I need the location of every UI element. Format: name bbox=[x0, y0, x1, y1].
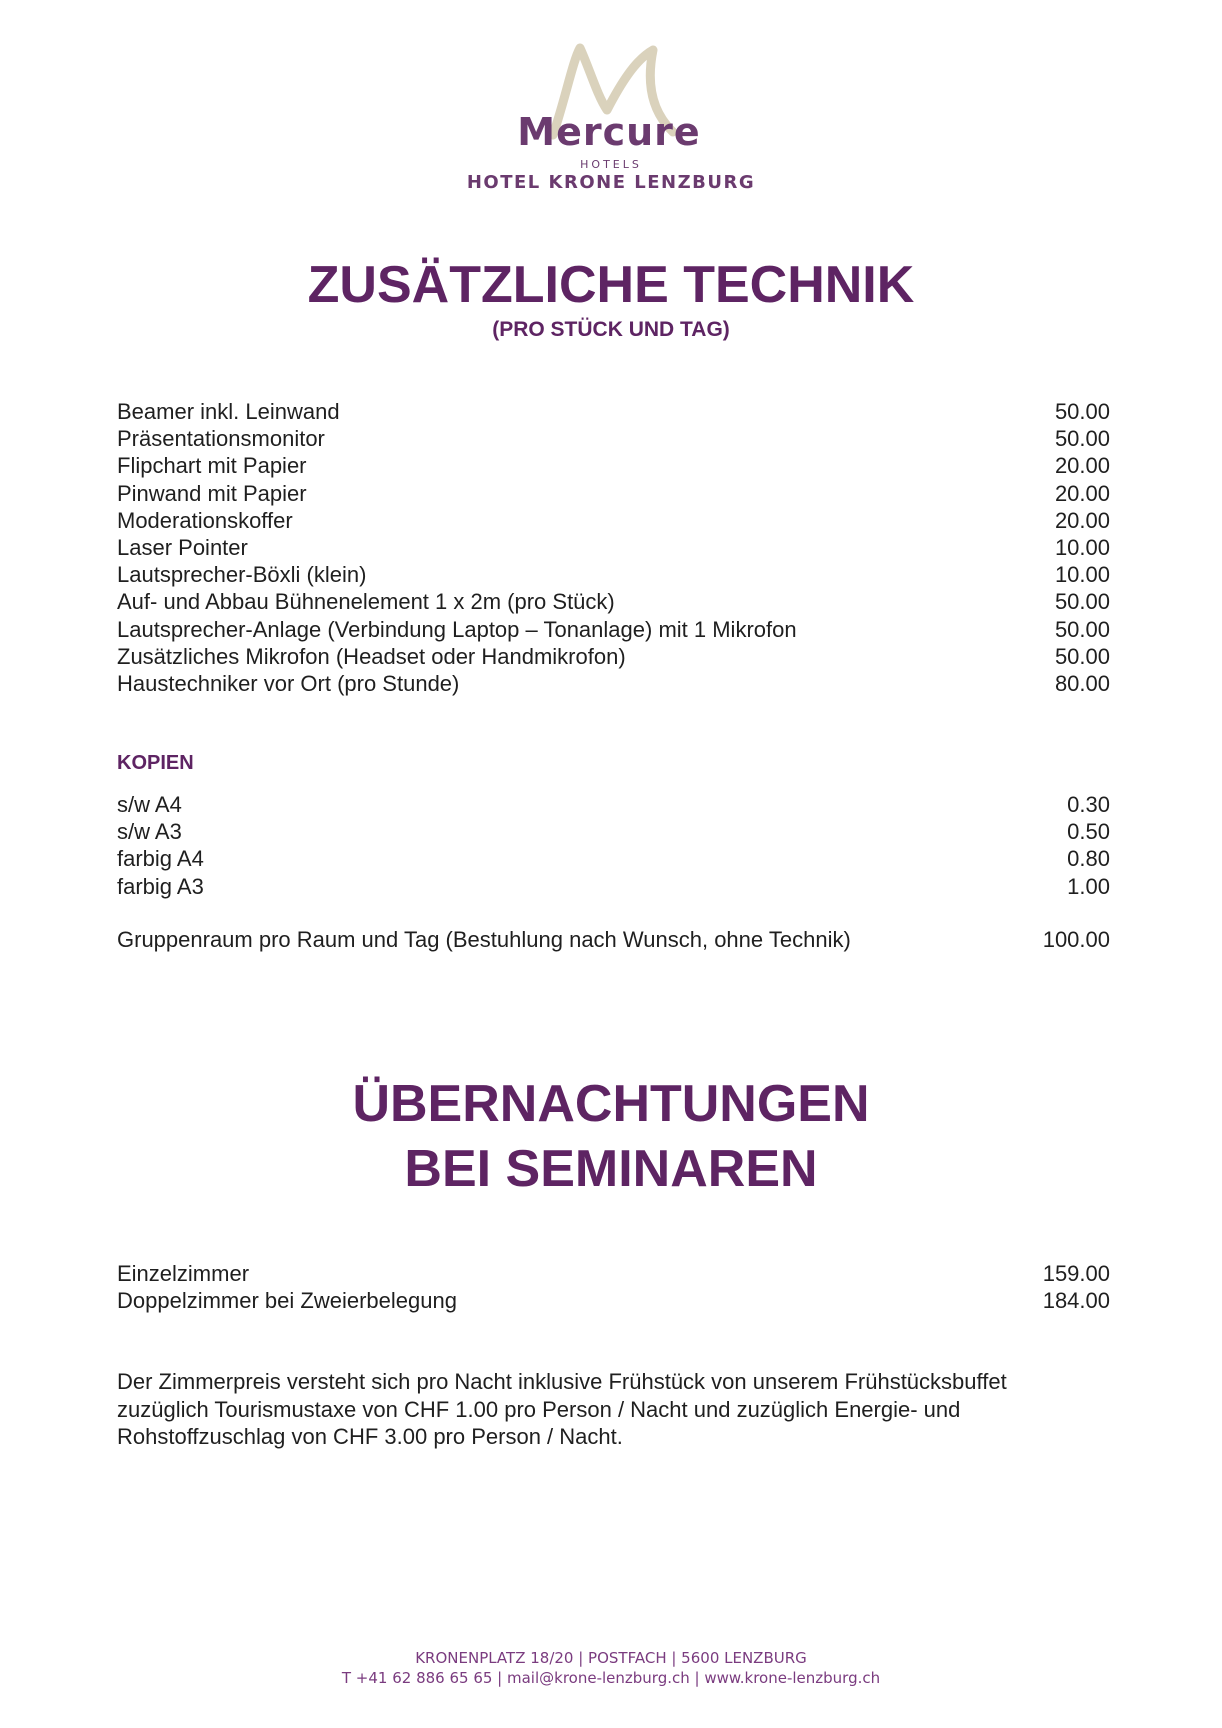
list-item bbox=[117, 643, 1110, 670]
item-price: 50.00 bbox=[1054, 643, 1110, 669]
item-price: 159.00 bbox=[1042, 1261, 1110, 1286]
list-item bbox=[117, 873, 1110, 900]
item-price: 80.00 bbox=[1054, 670, 1110, 696]
item-label: Haustechniker vor Ort (pro Stunde) bbox=[117, 670, 460, 696]
list-item bbox=[117, 480, 1110, 507]
list-item bbox=[117, 534, 1110, 561]
list-item bbox=[117, 1260, 1110, 1287]
technik-subtitle: (PRO STÜCK UND TAG) bbox=[492, 318, 730, 341]
list-item bbox=[117, 791, 1110, 818]
item-label: Doppelzimmer bei Zweierbelegung bbox=[117, 1288, 457, 1314]
item-label: Zusätzliches Mikrofon (Headset oder Handmikrofon) bbox=[117, 643, 626, 669]
brand-subtitle: HOTELS bbox=[580, 158, 642, 171]
uebernachtungen-title-line1: ÜBERNACHTUNGEN bbox=[352, 1075, 870, 1133]
item-label: Laser Pointer bbox=[117, 534, 248, 560]
item-price: 10.00 bbox=[1054, 534, 1110, 560]
item-label: s/w A3 bbox=[117, 819, 182, 845]
list-item bbox=[117, 425, 1110, 452]
list-item bbox=[117, 507, 1110, 534]
item-price: 20.00 bbox=[1054, 507, 1110, 533]
item-label: Lautsprecher-Böxli (klein) bbox=[117, 562, 367, 588]
technik-title: ZUSÄTZLICHE TECHNIK bbox=[307, 256, 915, 314]
item-label: Flipchart mit Papier bbox=[117, 453, 307, 479]
list-item bbox=[117, 452, 1110, 479]
item-price: 0.50 bbox=[1067, 819, 1110, 845]
uebernachtungen-title-line2: BEI SEMINAREN bbox=[404, 1140, 818, 1198]
kopien-heading: KOPIEN bbox=[117, 752, 194, 774]
footer-address: KRONENPLATZ 18/20 | POSTFACH | 5600 LENZBURG bbox=[415, 1649, 807, 1667]
item-label: Auf- und Abbau Bühnenelement 1 x 2m (pro Stück) bbox=[117, 589, 615, 615]
list-item bbox=[117, 398, 1110, 425]
item-price: 20.00 bbox=[1054, 453, 1110, 479]
item-price: 1.00 bbox=[1067, 873, 1110, 899]
list-item bbox=[117, 818, 1110, 845]
list-item bbox=[117, 588, 1110, 615]
item-label: Präsentationsmonitor bbox=[117, 426, 325, 452]
item-price: 0.30 bbox=[1067, 792, 1110, 817]
list-item bbox=[117, 845, 1110, 872]
item-price: 50.00 bbox=[1054, 589, 1110, 615]
item-label: farbig A3 bbox=[117, 873, 204, 899]
item-label: Einzelzimmer bbox=[117, 1261, 250, 1286]
item-price: 20.00 bbox=[1054, 480, 1110, 506]
item-label: Lautsprecher-Anlage (Verbindung Laptop – Tonanlage) mit 1 Mikrofon bbox=[117, 616, 797, 642]
brand-wordmark: Mercure bbox=[517, 110, 701, 154]
item-label: s/w A4 bbox=[117, 792, 182, 817]
hotel-name: HOTEL KRONE LENZBURG bbox=[466, 172, 756, 193]
item-price: 50.00 bbox=[1054, 426, 1110, 452]
item-label: Beamer inkl. Leinwand bbox=[117, 399, 340, 424]
list-item bbox=[117, 1287, 1110, 1314]
gruppenraum-row bbox=[117, 926, 1110, 953]
kopien-price-list bbox=[117, 791, 1110, 900]
list-item bbox=[117, 670, 1110, 697]
technik-price-list bbox=[117, 398, 1110, 697]
item-label: farbig A4 bbox=[117, 846, 204, 872]
item-price: 10.00 bbox=[1054, 562, 1110, 588]
mercure-logo bbox=[0, 40, 1222, 171]
item-label: Gruppenraum pro Raum und Tag (Bestuhlung nach Wunsch, ohne Technik) bbox=[117, 927, 851, 952]
list-item bbox=[117, 616, 1110, 643]
list-item bbox=[117, 926, 1110, 953]
room-price-note: Der Zimmerpreis versteht sich pro Nacht inklusive Frühstück von unserem Frühstücksbuffet zuzüglich Tourismustaxe von CHF 1.00 pro Person / Nacht und zuzüglich Energie- und Rohstoffzuschlag von CHF 3.00 pro Person / Nacht. bbox=[117, 1369, 1007, 1449]
item-price: 0.80 bbox=[1067, 846, 1110, 872]
item-label: Pinwand mit Papier bbox=[117, 480, 307, 506]
item-price: 100.00 bbox=[1042, 927, 1110, 952]
item-price: 184.00 bbox=[1042, 1288, 1110, 1314]
list-item bbox=[117, 561, 1110, 588]
item-price: 50.00 bbox=[1054, 399, 1110, 424]
uebernachtungen-price-list bbox=[117, 1260, 1110, 1314]
footer-contact: T +41 62 886 65 65 | mail@krone-lenzburg.ch | www.krone-lenzburg.ch bbox=[341, 1669, 881, 1687]
item-price: 50.00 bbox=[1054, 616, 1110, 642]
item-label: Moderationskoffer bbox=[117, 507, 293, 533]
